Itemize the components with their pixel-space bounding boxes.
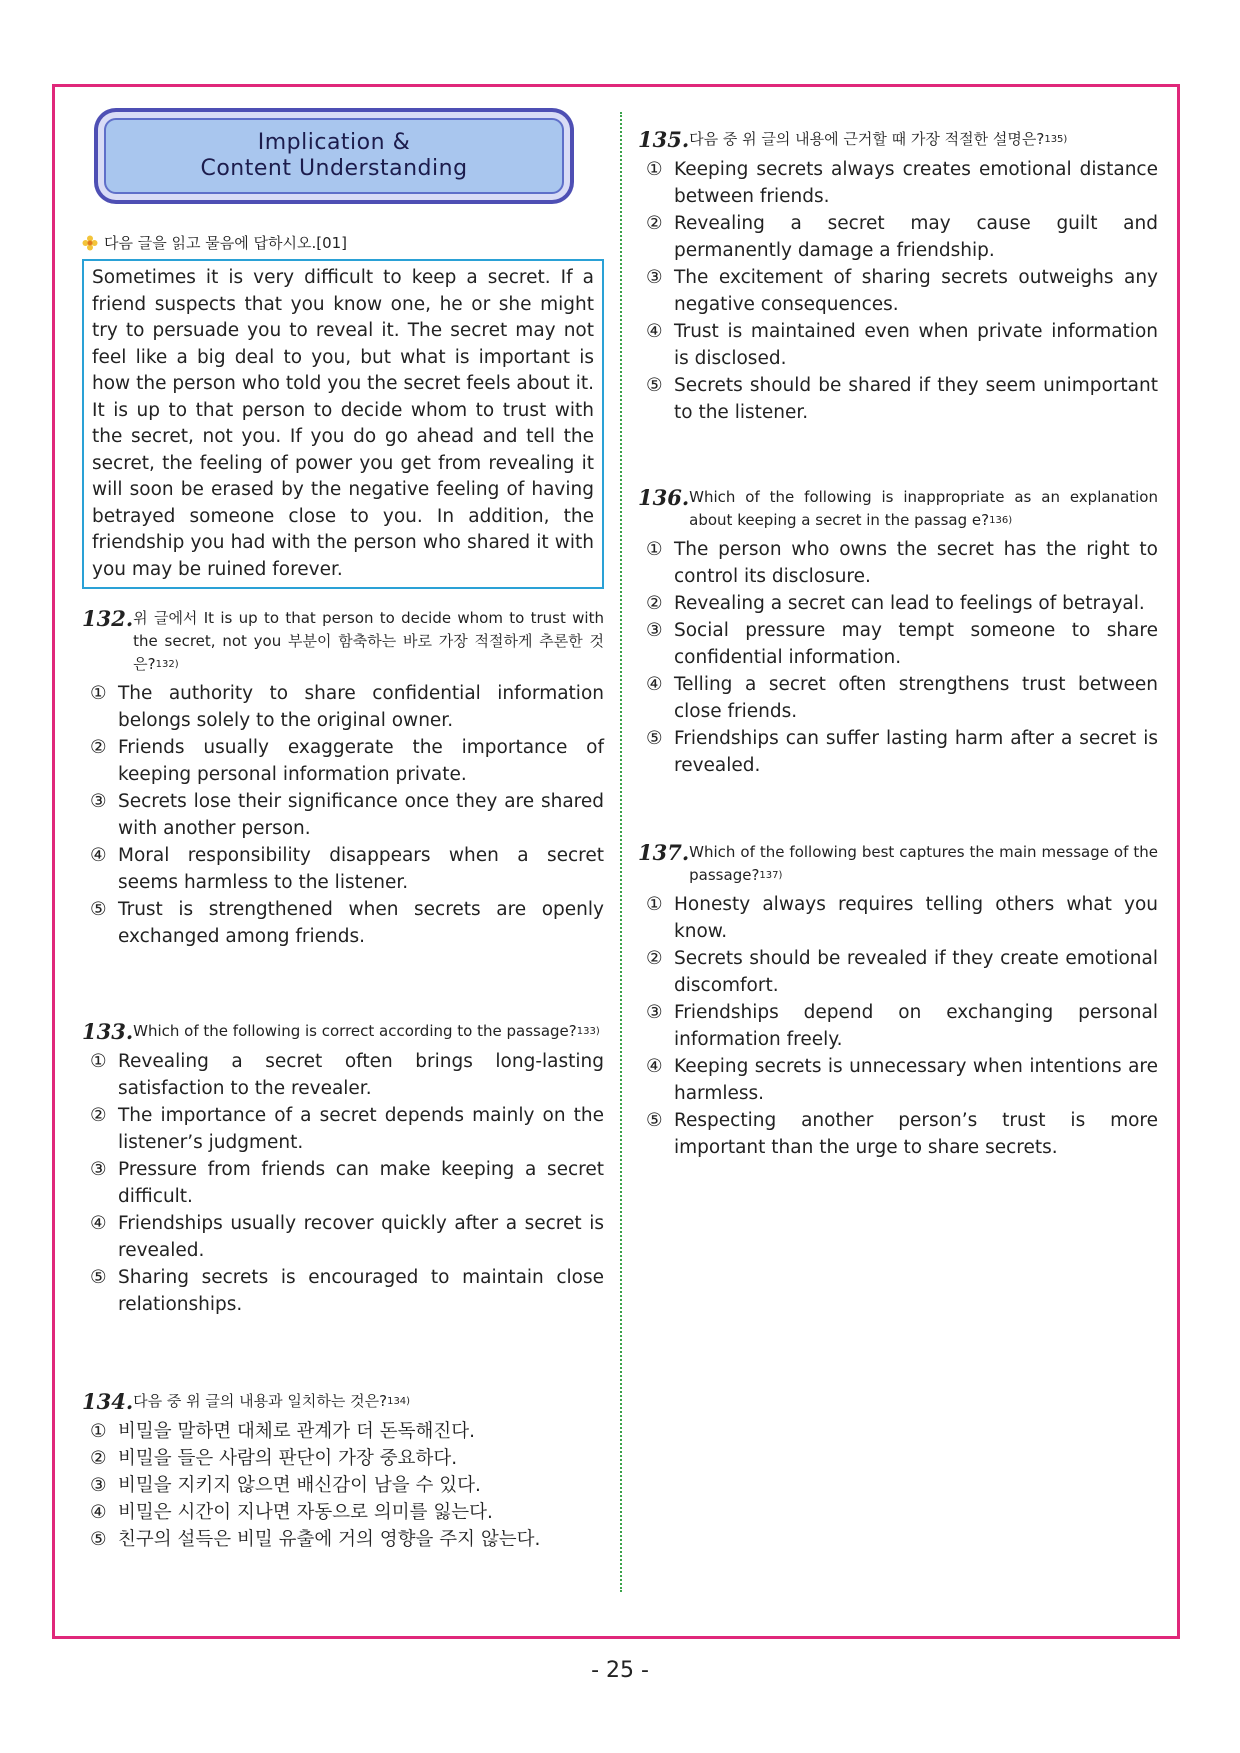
question-header bbox=[638, 841, 1158, 887]
options-list bbox=[638, 891, 1158, 1161]
question-block bbox=[638, 486, 1158, 779]
option-text: Honesty always requires telling others what you know. bbox=[674, 894, 1158, 942]
option-marker: ④ bbox=[646, 321, 663, 342]
answer-option bbox=[638, 1053, 1158, 1107]
right-questions bbox=[638, 128, 1158, 1161]
option-text: Keeping secrets always creates emotional distance between friends. bbox=[674, 159, 1158, 207]
answer-option bbox=[82, 1048, 604, 1102]
option-marker: ① bbox=[90, 683, 107, 704]
options-list bbox=[82, 1048, 604, 1318]
option-marker: ② bbox=[646, 213, 663, 234]
option-marker: ④ bbox=[90, 845, 107, 866]
option-text: Revealing a secret often brings long-lasting satisfaction to the revealer. bbox=[118, 1051, 604, 1099]
option-text: Trust is strengthened when secrets are openly exchanged among friends. bbox=[118, 899, 604, 947]
option-text: The person who owns the secret has the right to control its disclosure. bbox=[674, 539, 1158, 587]
answer-option bbox=[82, 1102, 604, 1156]
answer-option bbox=[638, 156, 1158, 210]
question-header bbox=[638, 486, 1158, 532]
option-text: Secrets lose their significance once they are shared with another person. bbox=[118, 791, 604, 839]
option-marker: ② bbox=[646, 948, 663, 969]
option-text: The authority to share confidential information belongs solely to the original owner. bbox=[118, 683, 604, 731]
answer-option bbox=[638, 1107, 1158, 1161]
answer-option bbox=[638, 264, 1158, 318]
answer-option bbox=[638, 725, 1158, 779]
option-text: Keeping secrets is unnecessary when intentions are harmless. bbox=[674, 1056, 1158, 1104]
question-block bbox=[82, 1390, 604, 1553]
answer-option bbox=[82, 1499, 604, 1526]
question-ref: 136) bbox=[989, 515, 1013, 526]
option-marker: ① bbox=[646, 159, 663, 180]
options-list bbox=[638, 156, 1158, 426]
option-text: 비밀을 말하면 대체로 관계가 더 돈독해진다. bbox=[118, 1421, 475, 1442]
option-text: The importance of a secret depends mainly on the listener’s judgment. bbox=[118, 1105, 604, 1153]
option-marker: ⑤ bbox=[90, 899, 107, 920]
option-marker: ② bbox=[646, 593, 663, 614]
question-block bbox=[638, 128, 1158, 426]
question-number: 132. bbox=[82, 606, 134, 631]
question-number: 136. bbox=[638, 485, 690, 510]
option-text: Friendships can suffer lasting harm after a secret is revealed. bbox=[674, 728, 1158, 776]
question-number: 134. bbox=[82, 1389, 134, 1414]
option-text: Moral responsibility disappears when a secret seems harmless to the listener. bbox=[118, 845, 604, 893]
option-marker: ② bbox=[90, 1448, 107, 1469]
answer-option bbox=[638, 945, 1158, 999]
option-marker: ④ bbox=[646, 1056, 663, 1077]
option-marker: ⑤ bbox=[646, 375, 663, 396]
option-marker: ⑤ bbox=[646, 1110, 663, 1131]
answer-option bbox=[82, 734, 604, 788]
option-marker: ③ bbox=[90, 1475, 107, 1496]
answer-option bbox=[82, 1472, 604, 1499]
answer-option bbox=[82, 1418, 604, 1445]
question-number: 133. bbox=[82, 1019, 134, 1044]
option-marker: ② bbox=[90, 1105, 107, 1126]
option-text: 비밀은 시간이 지나면 자동으로 의미를 잃는다. bbox=[118, 1502, 493, 1523]
option-marker: ⑤ bbox=[90, 1267, 107, 1288]
option-text: 비밀을 들은 사람의 판단이 가장 중요하다. bbox=[118, 1448, 458, 1469]
option-text: Friendships depend on exchanging personal information freely. bbox=[674, 1002, 1158, 1050]
question-text: 다음 중 위 글의 내용과 일치하는 것은?$^{134)}$ bbox=[133, 1392, 411, 1410]
question-text: 다음 중 위 글의 내용에 근거할 때 가장 적절한 설명은?$^{135)}$ bbox=[689, 130, 1068, 148]
answer-option bbox=[82, 1156, 604, 1210]
question-number: 137. bbox=[638, 840, 690, 865]
option-text: 친구의 설득은 비밀 유출에 거의 영향을 주지 않는다. bbox=[118, 1529, 541, 1550]
option-marker: ① bbox=[90, 1051, 107, 1072]
question-ref: 137) bbox=[759, 870, 783, 881]
option-text: 비밀을 지키지 않으면 배신감이 남을 수 있다. bbox=[118, 1475, 481, 1496]
answer-option bbox=[82, 788, 604, 842]
option-text: Telling a secret often strengthens trust between close friends. bbox=[674, 674, 1158, 722]
answer-option bbox=[638, 999, 1158, 1053]
answer-option bbox=[82, 1264, 604, 1318]
right-column bbox=[638, 110, 1158, 1161]
question-text: Which of the following is correct according to the passage?$^{133)}$ bbox=[133, 1022, 600, 1040]
reading-passage: Sometimes it is very difficult to keep a secret. If a friend suspects that you know one, he or she might try to persuade you to reveal it. The secret may not feel like a big deal to you, but what is important is how the person who told you the secret feels about it. It is up to that person to decide whom to trust with the secret, not you. If you do go ahead and tell the secret, the feeling of power you get from revealing it will soon be erased by the negative feeling of having betrayed someone close to you. In addition, the friendship you had with the person who shared it with you may be ruined forever. bbox=[82, 259, 604, 589]
option-text: Respecting another person’s trust is more important than the urge to share secrets. bbox=[674, 1110, 1158, 1158]
option-marker: ③ bbox=[646, 620, 663, 641]
question-ref: 133) bbox=[576, 1026, 600, 1037]
section-title-line2: Content Understanding bbox=[200, 156, 468, 181]
question-header bbox=[82, 1020, 604, 1044]
option-marker: ④ bbox=[90, 1213, 107, 1234]
option-text: Social pressure may tempt someone to share confidential information. bbox=[674, 620, 1158, 668]
question-header bbox=[638, 128, 1158, 152]
options-list bbox=[638, 536, 1158, 779]
option-marker: ⑤ bbox=[646, 728, 663, 749]
answer-option bbox=[82, 896, 604, 950]
option-marker: ③ bbox=[646, 267, 663, 288]
option-text: Revealing a secret may cause guilt and permanently damage a friendship. bbox=[674, 213, 1158, 261]
option-marker: ③ bbox=[90, 791, 107, 812]
question-ref: 135) bbox=[1044, 134, 1068, 145]
instruction bbox=[82, 232, 604, 253]
option-text: Trust is maintained even when private information is disclosed. bbox=[674, 321, 1158, 369]
left-questions bbox=[82, 607, 604, 1553]
option-marker: ① bbox=[646, 539, 663, 560]
answer-option bbox=[638, 590, 1158, 617]
option-text: The excitement of sharing secrets outweighs any negative consequences. bbox=[674, 267, 1158, 315]
options-list bbox=[82, 680, 604, 950]
option-marker: ② bbox=[90, 737, 107, 758]
option-marker: ⑤ bbox=[90, 1529, 107, 1550]
answer-option bbox=[638, 536, 1158, 590]
question-text: 위 글에서 It is up to that person to decide whom to trust with the secret, not you 부분이 함축하는 바로 가장 적절하게 추론한 것은?$^{132)}$ bbox=[133, 609, 604, 673]
option-marker: ① bbox=[90, 1421, 107, 1442]
question-number: 135. bbox=[638, 127, 690, 152]
answer-option bbox=[82, 1526, 604, 1553]
answer-option bbox=[82, 680, 604, 734]
page-number: - 25 - bbox=[591, 1658, 649, 1683]
section-title-line1: Implication & bbox=[257, 130, 411, 155]
instruction-text: 다음 글을 읽고 물음에 답하시오.[01] bbox=[104, 234, 348, 252]
question-block bbox=[638, 841, 1158, 1161]
answer-option bbox=[638, 891, 1158, 945]
option-marker: ③ bbox=[646, 1002, 663, 1023]
answer-option bbox=[638, 210, 1158, 264]
answer-option bbox=[82, 1210, 604, 1264]
question-ref: 134) bbox=[387, 1396, 411, 1407]
option-text: Secrets should be shared if they seem unimportant to the listener. bbox=[674, 375, 1158, 423]
options-list bbox=[82, 1418, 604, 1553]
column-divider bbox=[620, 112, 622, 1592]
question-block bbox=[82, 607, 604, 950]
option-text: Pressure from friends can make keeping a secret difficult. bbox=[118, 1159, 604, 1207]
answer-option bbox=[82, 842, 604, 896]
answer-option bbox=[638, 671, 1158, 725]
question-header bbox=[82, 607, 604, 676]
answer-option bbox=[638, 372, 1158, 426]
flower-icon bbox=[82, 235, 98, 251]
option-text: Revealing a secret can lead to feelings of betrayal. bbox=[674, 593, 1145, 614]
option-text: Secrets should be revealed if they create emotional discomfort. bbox=[674, 948, 1158, 996]
section-title-badge bbox=[94, 108, 574, 204]
option-text: Sharing secrets is encouraged to maintain close relationships. bbox=[118, 1267, 604, 1315]
question-ref: 132) bbox=[155, 659, 179, 670]
question-text: Which of the following best captures the main message of the passage?$^{137)}$ bbox=[689, 843, 1158, 884]
option-marker: ③ bbox=[90, 1159, 107, 1180]
option-marker: ④ bbox=[90, 1502, 107, 1523]
question-block bbox=[82, 1020, 604, 1318]
answer-option bbox=[638, 617, 1158, 671]
option-text: Friendships usually recover quickly after a secret is revealed. bbox=[118, 1213, 604, 1261]
answer-option bbox=[82, 1445, 604, 1472]
answer-option bbox=[638, 318, 1158, 372]
option-text: Friends usually exaggerate the importance of keeping personal information private. bbox=[118, 737, 604, 785]
option-marker: ① bbox=[646, 894, 663, 915]
option-marker: ④ bbox=[646, 674, 663, 695]
question-header bbox=[82, 1390, 604, 1414]
question-text: Which of the following is inappropriate as an explanation about keeping a secret in the passag e?$^{136)}$ bbox=[689, 488, 1158, 529]
left-column bbox=[82, 108, 604, 1553]
